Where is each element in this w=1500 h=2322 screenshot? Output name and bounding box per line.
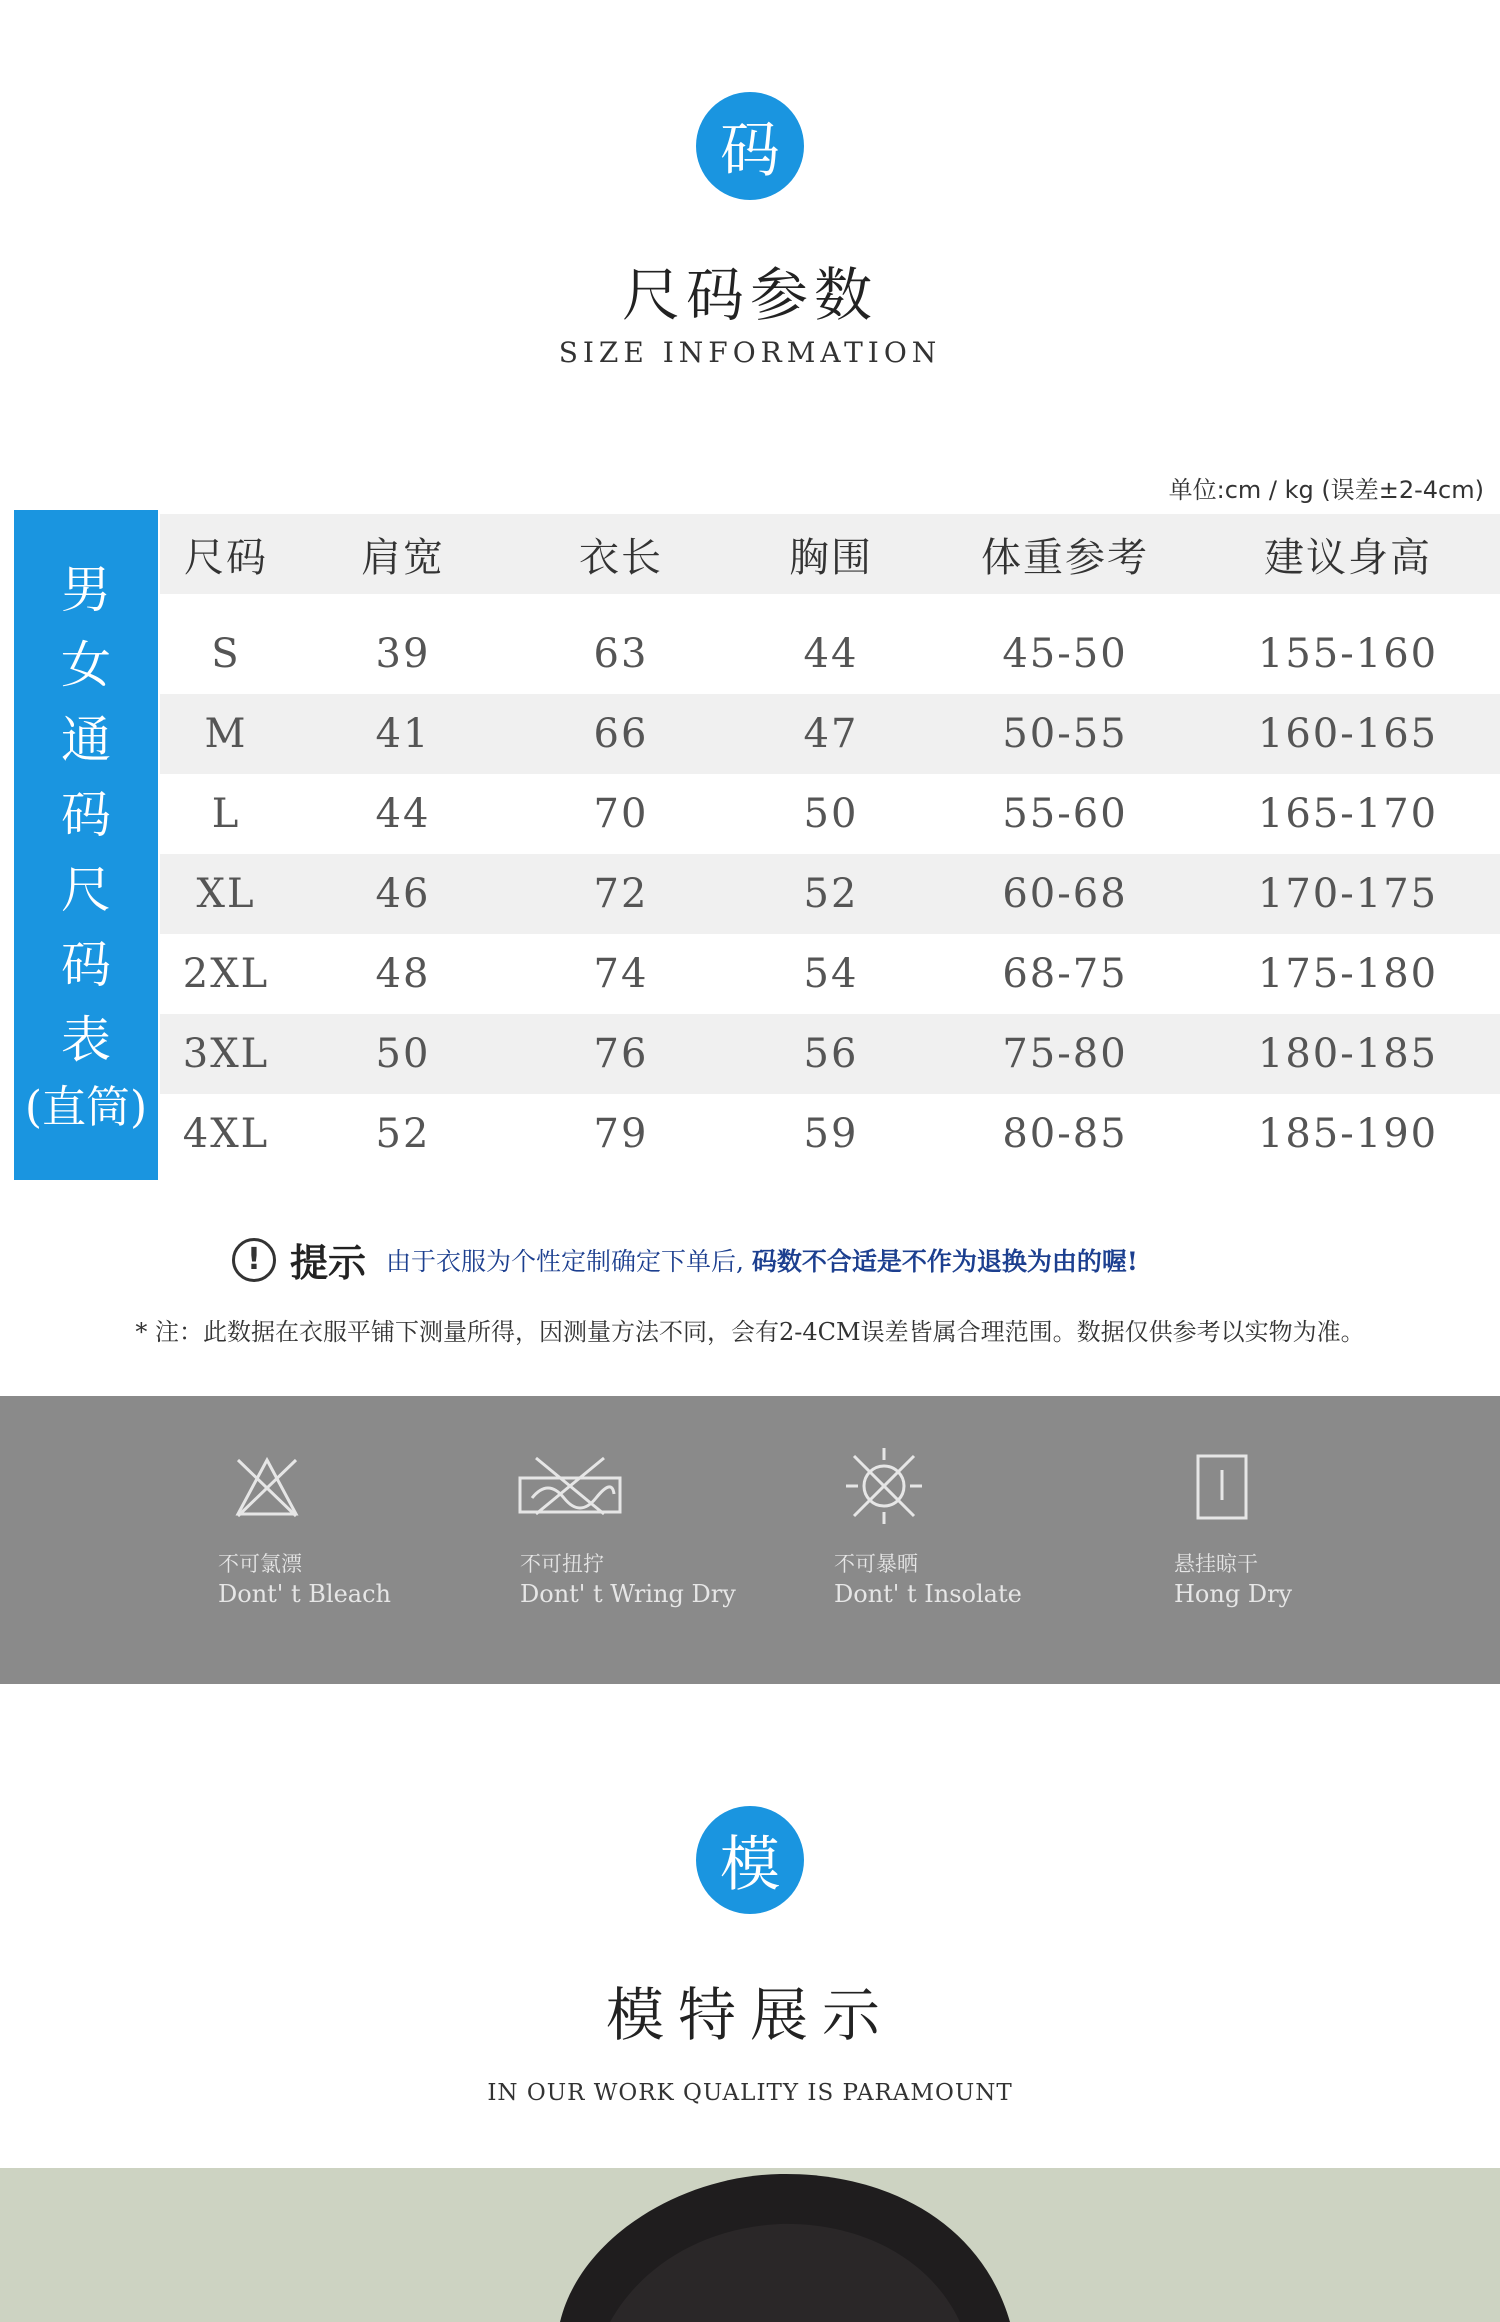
size-section-subtitle: SIZE INFORMATION [558, 336, 942, 369]
table-cell: 70 [593, 791, 649, 837]
side-label-char: 尺 [61, 860, 111, 919]
side-label-char: 通 [61, 710, 111, 769]
table-cell: 72 [593, 871, 649, 917]
side-label-paren: (直筒) [24, 1081, 148, 1133]
hang-dry-icon [1196, 1454, 1248, 1520]
table-cell: 180-185 [1257, 1031, 1439, 1077]
table-cell: 50 [803, 791, 859, 837]
table-cell: S [211, 631, 241, 677]
table-cell: 4XL [182, 1111, 270, 1157]
care-en-label: Hong Dry [1174, 1580, 1293, 1608]
tip-label: 提示 [290, 1240, 367, 1285]
care-cn-label: 不可氯漂 [218, 1552, 302, 1576]
care-en-label: Dont' t Insolate [834, 1580, 1022, 1608]
size-table [160, 514, 1500, 1174]
tip-text-a: 由于衣服为个性定制确定下单后, [386, 1246, 744, 1276]
care-en-label: Dont' t Wring Dry [520, 1580, 736, 1608]
table-cell: 50 [375, 1031, 431, 1077]
care-en-label: Dont' t Bleach [218, 1580, 392, 1608]
side-label-char: 男 [61, 560, 111, 619]
table-header-cell: 尺码 [184, 534, 268, 581]
tip-text [386, 1242, 1138, 1278]
side-label-char: 码 [61, 935, 111, 994]
care-cn-label: 不可扭拧 [520, 1552, 604, 1576]
unit-note: 单位:cm / kg (误差±2-4cm) [1168, 476, 1484, 504]
table-cell: 48 [375, 951, 431, 997]
no-wring-icon [518, 1456, 622, 1516]
tip-text-b: 码数不合适是不作为退换为由的喔! [751, 1246, 1138, 1276]
table-cell: 74 [593, 951, 649, 997]
table-header-cell: 体重参考 [981, 534, 1149, 581]
table-header-cell: 建议身高 [1264, 534, 1432, 581]
care-instructions-band [0, 1396, 1500, 1684]
table-cell: 75-80 [1002, 1031, 1128, 1077]
side-label-char: 表 [61, 1010, 111, 1069]
table-cell: 41 [375, 711, 431, 757]
table-row [160, 614, 1500, 694]
table-cell: 2XL [182, 951, 270, 997]
exclamation-icon: ! [232, 1238, 276, 1282]
table-cell: 76 [593, 1031, 649, 1077]
table-cell: 66 [593, 711, 649, 757]
table-cell: 54 [803, 951, 859, 997]
table-cell: 3XL [182, 1031, 270, 1077]
table-cell: 50-55 [1002, 711, 1128, 757]
table-cell: 44 [375, 791, 431, 837]
model-section-subtitle: IN OUR WORK QUALITY IS PARAMOUNT [487, 2080, 1013, 2106]
table-cell: L [211, 791, 241, 837]
table-header-cell: 衣长 [579, 534, 663, 581]
table-row [160, 1094, 1500, 1174]
model-badge-icon: 模 [696, 1806, 804, 1914]
table-cell: 165-170 [1257, 791, 1439, 837]
table-cell: 63 [593, 631, 649, 677]
care-cn-label: 不可暴晒 [834, 1552, 918, 1576]
table-row [160, 854, 1500, 934]
table-cell: 55-60 [1002, 791, 1128, 837]
model-section-title: 模特展示 [605, 1981, 894, 2049]
model-hair-image [0, 2168, 1500, 2322]
table-cell: 185-190 [1257, 1111, 1439, 1157]
table-body [160, 594, 1500, 1174]
table-row [160, 1014, 1500, 1094]
side-label-char: 码 [61, 785, 111, 844]
table-cell: 160-165 [1257, 711, 1439, 757]
table-header-cell: 肩宽 [361, 534, 445, 581]
table-cell: 39 [375, 631, 431, 677]
table-row [160, 694, 1500, 774]
table-cell: 52 [803, 871, 859, 917]
care-cn-label: 悬挂晾干 [1174, 1552, 1258, 1576]
size-chart-side-label [14, 510, 158, 1180]
table-cell: 52 [375, 1111, 431, 1157]
size-badge-icon: 码 [696, 92, 804, 200]
table-cell: 155-160 [1257, 631, 1439, 677]
table-cell: 59 [803, 1111, 859, 1157]
table-header-row [160, 514, 1500, 594]
table-row [160, 774, 1500, 854]
table-cell: 45-50 [1002, 631, 1128, 677]
table-cell: M [204, 711, 248, 757]
side-label-char: 女 [61, 635, 111, 694]
table-cell: 47 [803, 711, 859, 757]
table-cell: 80-85 [1002, 1111, 1128, 1157]
tip-line [232, 1232, 1138, 1287]
table-cell: 60-68 [1002, 871, 1128, 917]
size-section-title: 尺码参数 [621, 261, 878, 329]
model-photo [0, 2168, 1500, 2322]
table-cell: 44 [803, 631, 859, 677]
no-sun-icon [844, 1446, 924, 1526]
table-row [160, 934, 1500, 1014]
no-bleach-icon [234, 1456, 300, 1520]
table-cell: 170-175 [1257, 871, 1439, 917]
table-cell: 175-180 [1257, 951, 1439, 997]
table-cell: 46 [375, 871, 431, 917]
table-cell: 79 [593, 1111, 649, 1157]
table-header-cell: 胸围 [789, 534, 873, 581]
table-cell: XL [196, 871, 256, 917]
table-cell: 68-75 [1002, 951, 1128, 997]
table-cell: 56 [803, 1031, 859, 1077]
measurement-note: * 注：此数据在衣服平铺下测量所得，因测量方法不同，会有2-4CM误差皆属合理范围。数据仅供参考以实物为准。 [135, 1318, 1365, 1346]
